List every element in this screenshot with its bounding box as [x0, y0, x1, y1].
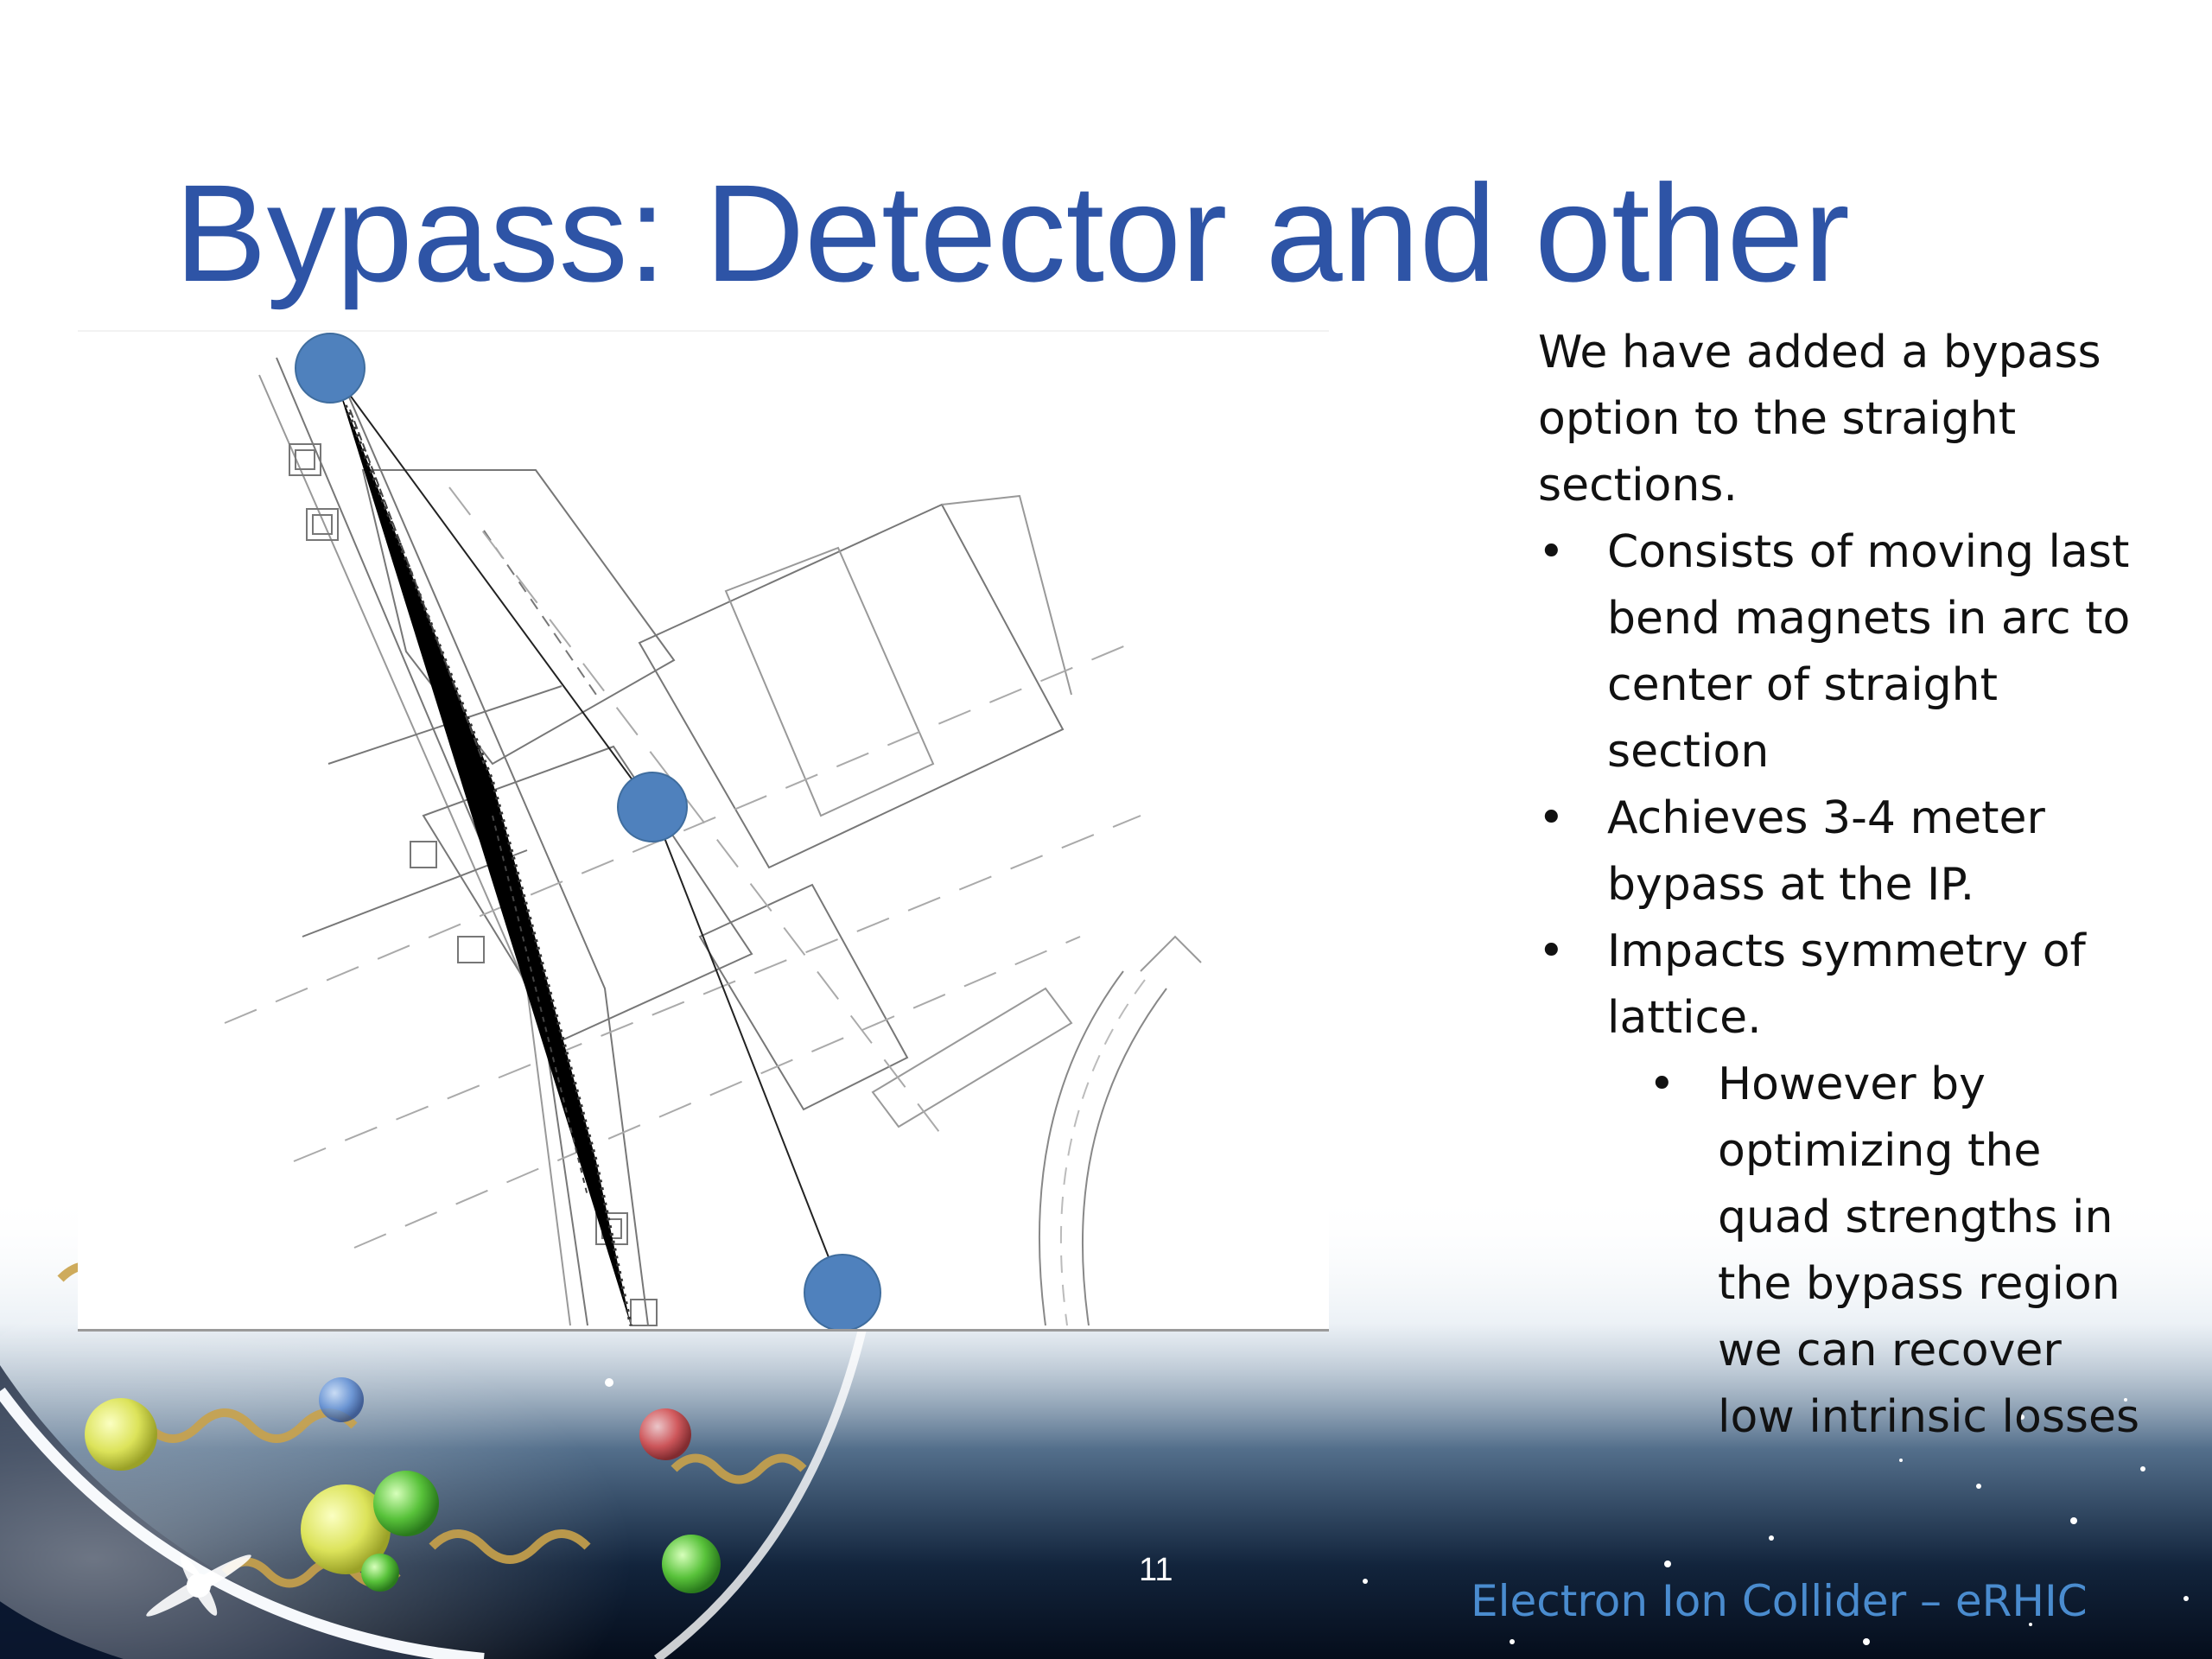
curved-road — [1039, 971, 1123, 1325]
hall-large — [639, 505, 1063, 868]
tunnel-layout-svg — [78, 332, 1329, 1329]
slide-number: 11 — [1139, 1552, 1173, 1588]
bullet-glyph: • — [1538, 526, 1565, 578]
tunnel-layout-drawing — [78, 330, 1329, 1332]
slide-title: Bypass: Detector and other — [175, 156, 1850, 310]
sub-bullet-text: However by optimizing the quad strengths in the bypass region we can recover low intrinsic losses — [1718, 1058, 2140, 1443]
bullet-text: Achieves 3-4 meter bypass at the IP. — [1607, 792, 2045, 911]
bullet-item — [1538, 918, 2143, 1052]
beamline-components — [337, 384, 631, 1325]
bullet-text: Consists of moving last bend magnets in arc to center of straight section — [1607, 526, 2131, 778]
sub-bullet-item — [1538, 1052, 2143, 1451]
bullet-glyph: • — [1538, 792, 1565, 844]
footer-brand-text: Electron Ion Collider – eRHIC — [1471, 1576, 2088, 1626]
bullet-glyph: • — [1538, 925, 1565, 977]
bullet-text: Impacts symmetry of lattice. — [1607, 925, 2086, 1044]
bullet-glyph: • — [1649, 1058, 1675, 1110]
bullet-item — [1538, 519, 2143, 785]
bullet-item — [1538, 785, 2143, 918]
slide-body-text — [1538, 320, 2143, 1451]
building-lower — [700, 885, 907, 1109]
intro-paragraph: We have added a bypass option to the straight sections. — [1538, 327, 2101, 512]
